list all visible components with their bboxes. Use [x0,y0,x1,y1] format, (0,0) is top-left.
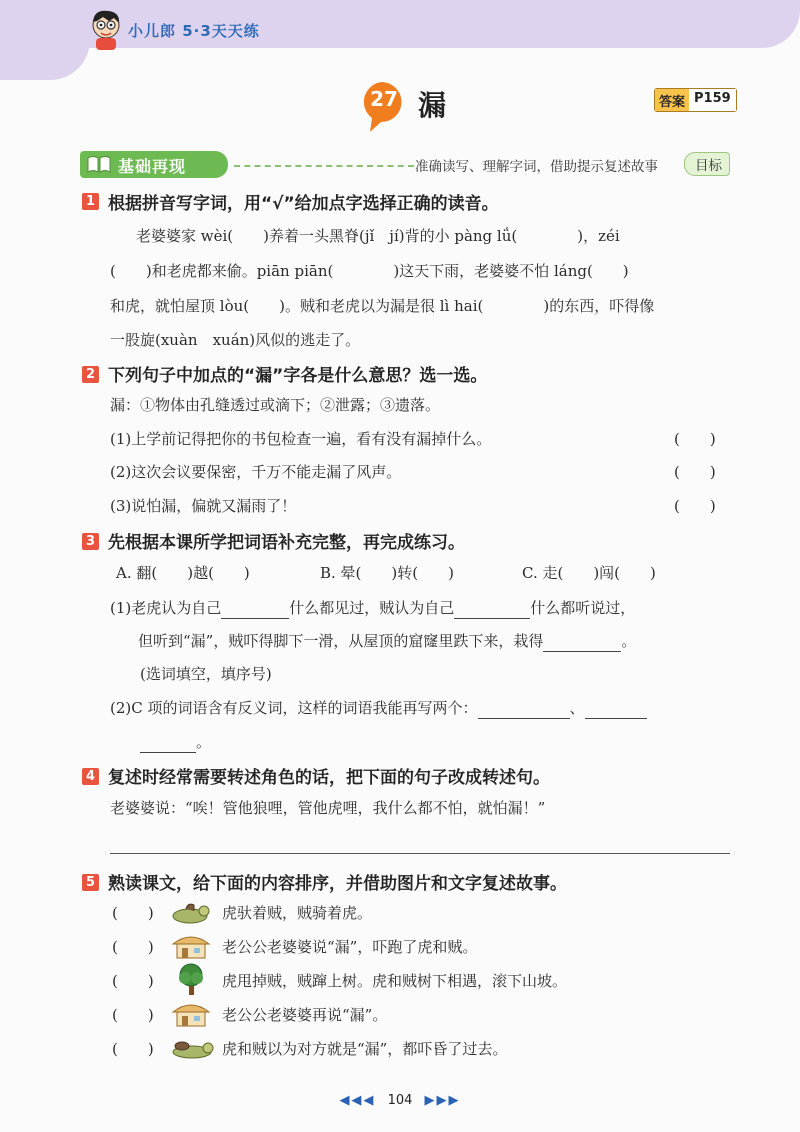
brand-title: 小儿郎 5·3天天练 [128,22,260,40]
question-5-order-4[interactable]: ( ) [112,1006,154,1024]
hut-icon [170,998,212,1028]
mascot-boy-icon [86,8,126,52]
question-3-part-2-line-1 [110,697,647,719]
question-2-answer-1[interactable]: ( ) [674,430,716,448]
question-3-option-b: B. 晕( )转( ) [320,564,454,582]
question-3-option-a: A. 翻( )越( ) [116,564,250,582]
question-5-order-1[interactable]: ( ) [112,904,154,922]
lesson-number: 27 [370,87,398,111]
open-book-icon [86,154,112,175]
question-5-order-5[interactable]: ( ) [112,1040,154,1058]
question-2-item-3: (3)说怕漏，偏就又漏雨了！ [110,497,297,515]
question-1-line-4: 一股旋(xuàn xuán)风似的逃走了。 [110,331,361,349]
question-3-part-2-separator: 、 [569,699,585,717]
goal-label: 目标 [695,158,722,174]
question-3-part-1-text-c: 什么都听说过， [530,599,636,617]
question-1-number: 1 [82,193,99,210]
section-title: 基础再现 [118,157,187,176]
question-5-order-3[interactable]: ( ) [112,972,154,990]
question-2-meanings: 漏：①物体由孔缝透过或滴下；②泄露；③遗落。 [110,396,441,414]
question-2-answer-3[interactable]: ( ) [674,497,716,515]
question-3-part-2-text: (2)C 项的词语含有反义词，这样的词语我能再写两个： [110,699,478,717]
question-2-title: 下列句子中加点的“漏”字各是什么意思？选一选。 [108,366,488,386]
question-3-title: 先根据本课所学把词语补充完整，再完成练习。 [108,533,465,553]
question-5-item-5: 虎和贼以为对方就是“漏”，都吓昏了过去。 [222,1040,508,1058]
question-1-line-1: 老婆婆家 wèi( )养着一头黑脊(jǐ jí)背的小 pàng lǘ( )，zéi [136,227,620,245]
lesson-title: 漏 [418,89,447,122]
question-3-blank-4[interactable] [478,702,570,719]
question-2-item-1: (1)上学前记得把你的书包检查一遍，看有没有漏掉什么。 [110,430,492,448]
question-1-title: 根据拼音写字词，用“√”给加点字选择正确的读音。 [108,194,499,214]
hut-icon [170,930,212,960]
question-5-item-2: 老公公老婆婆说“漏”，吓跑了虎和贼。 [222,938,478,956]
question-4-quote: 老婆婆说：“唉！管他狼哩，管他虎哩，我什么都不怕，就怕漏！” [110,799,546,817]
question-3-part-2-line-2 [140,731,211,753]
question-3-part-1-text-d: 但听到“漏”，贼吓得脚下一滑，从屋顶的窟窿里跌下来，栽得 [138,632,544,650]
page-number: 104 [387,1093,413,1108]
answer-page: P159 [689,89,736,111]
question-2-number: 2 [82,366,99,383]
question-3-blank-1[interactable] [221,602,289,619]
question-1-line-3: 和虎，就怕屋顶 lòu( )。贼和老虎以为漏是很 lì hai( )的东西，吓得像 [110,297,655,315]
question-5-order-2[interactable]: ( ) [112,938,154,956]
question-3-blank-2[interactable] [454,602,530,619]
question-3-part-1-text-e: 。 [621,632,637,650]
question-4-answer-line[interactable] [110,853,730,854]
question-3-blank-5[interactable] [585,702,647,719]
tiger-icon [170,899,212,925]
question-5-item-4: 老公公老婆婆再说“漏”。 [222,1006,388,1024]
question-4-number: 4 [82,768,99,785]
answer-reference [654,88,737,112]
question-4-title: 复述时经常需要转述角色的话，把下面的句子改成转述句。 [108,768,550,788]
question-3-part-1-text-a: (1)老虎认为自己 [110,599,222,617]
question-3-part-1-text-b: 什么都见过，贼认为自己 [289,599,455,617]
tree-icon [174,962,208,996]
question-5-item-3: 虎甩掉贼，贼蹿上树。虎和贼树下相遇，滚下山坡。 [222,972,568,990]
question-3-blank-3[interactable] [543,635,621,652]
question-3-part-2-end: 。 [196,733,212,751]
prev-arrows-icon: ◀◀◀ [339,1093,376,1108]
page-number-footer [0,1093,800,1108]
section-goal-text: 准确读写、理解字词，借助提示复述故事 [415,159,658,175]
section-divider [234,165,414,167]
question-3-part-1-note: (选词填空，填序号) [140,665,272,683]
next-arrows-icon: ▶▶▶ [424,1093,461,1108]
question-5-item-1: 虎驮着贼，贼骑着虎。 [222,904,373,922]
question-1-line-2: ( )和老虎都来偷。piān piān( )这天下雨，老婆婆不怕 láng( ) [110,262,629,280]
question-3-option-c: C. 走( )闯( ) [522,564,656,582]
question-3-blank-6[interactable] [140,736,196,753]
question-2-item-2: (2)这次会议要保密，千万不能走漏了风声。 [110,463,402,481]
question-3-number: 3 [82,533,99,550]
answer-label: 答案 [655,89,689,111]
question-3-part-1-line-2 [138,630,636,652]
question-3-part-1-line-1 [110,597,635,619]
question-5-title: 熟读课文，给下面的内容排序，并借助图片和文字复述故事。 [108,874,567,894]
question-5-number: 5 [82,874,99,891]
question-2-answer-2[interactable]: ( ) [674,463,716,481]
tiger-icon [170,1034,216,1060]
